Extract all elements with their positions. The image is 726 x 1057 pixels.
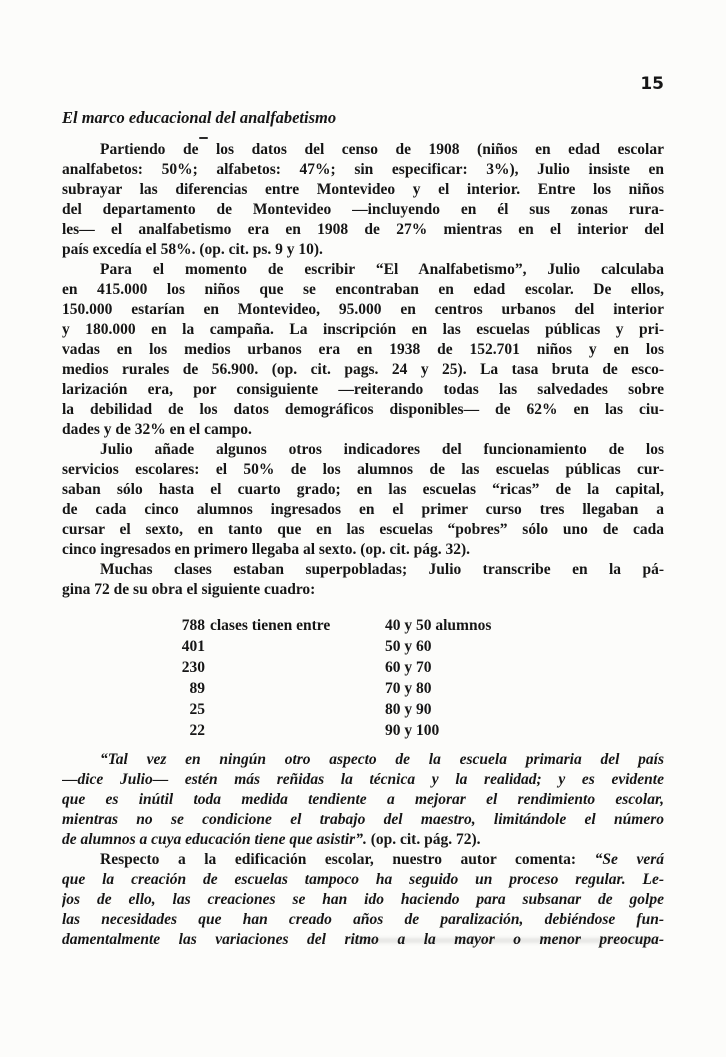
text-line xyxy=(62,160,664,180)
text-segment: Partiendo de los datos del censo de 1908 (niños en edad escolar xyxy=(100,141,664,158)
table-cell-range: 60 y 70 xyxy=(385,659,432,676)
text-segment: Muchas clases estaban superpobladas; Julio transcribe en la pá- xyxy=(100,561,664,578)
text-segment: del departamento de Montevideo —incluyendo en él sus zonas rura- xyxy=(62,201,664,218)
text-line xyxy=(62,340,664,360)
text-line xyxy=(62,320,664,340)
table-row xyxy=(170,699,664,720)
text-line xyxy=(62,540,664,560)
table-cell-count: 89 xyxy=(189,680,205,697)
text-segment: Respecto a la edificación escolar, nuestro autor comenta: xyxy=(100,851,595,868)
text-segment: cursar el sexto, en tanto que en las escuelas “pobres” sólo uno de cada xyxy=(62,521,664,538)
text-segment: en 415.000 los niños que se encontraban en edad escolar. De ellos, xyxy=(62,281,664,298)
text-line xyxy=(62,870,664,890)
text-segment: Para el momento de escribir “El Analfabetismo”, Julio calculaba xyxy=(100,261,664,278)
table-cell-count: 25 xyxy=(189,701,205,718)
paragraph xyxy=(62,140,664,260)
text-segment: (op. cit. pág. 72). xyxy=(366,831,481,848)
text-line xyxy=(62,440,664,460)
text-line xyxy=(62,300,664,320)
text-line xyxy=(62,890,664,910)
text-line xyxy=(62,910,664,930)
text-line xyxy=(62,810,664,830)
text-segment: de cada cinco alumnos ingresados en el primer curso tres llegaban a xyxy=(62,501,664,518)
table-cell-label xyxy=(205,678,385,699)
text-line xyxy=(62,560,664,580)
paragraph xyxy=(62,440,664,560)
table-row xyxy=(170,720,664,741)
text-segment: servicios escolares: el 50% de los alumnos de las escuelas públicas cur- xyxy=(62,461,664,478)
scan-artifact-dash xyxy=(199,137,208,139)
text-line xyxy=(62,420,664,440)
table-cell-range: 40 y 50 alumnos xyxy=(385,617,492,634)
text-segment: —dice Julio— estén más reñidas la técnica y la realidad; y es evidente xyxy=(62,771,664,788)
paragraph xyxy=(62,560,664,600)
paragraph xyxy=(62,260,664,440)
text-line xyxy=(62,180,664,200)
text-segment: saban sólo hasta el cuarto grado; en las escuelas “ricas” de la capital, xyxy=(62,481,664,498)
table-cell-count: 401 xyxy=(181,638,205,655)
text-line xyxy=(62,380,664,400)
page-number: 15 xyxy=(640,74,664,94)
text-segment: dades y de 32% en el campo. xyxy=(62,421,252,438)
text-segment: analfabetos: 50%; alfabetos: 47%; sin especificar: 3%), Julio insiste en xyxy=(62,161,664,178)
table-cell-label xyxy=(205,699,385,720)
text-segment: y 180.000 en la campaña. La inscripción en las escuelas públicas y pri- xyxy=(62,321,664,338)
table-cell-count: 22 xyxy=(189,722,205,739)
text-segment: “Tal vez en ningún otro aspecto de la escuela primaria del país xyxy=(100,751,664,768)
scan-artifact-smudge xyxy=(350,938,655,943)
table-cell-label: clases tienen entre xyxy=(210,617,331,634)
text-line xyxy=(62,360,664,380)
text-segment: subrayar las diferencias entre Montevideo y el interior. Entre los niños xyxy=(62,181,664,198)
table-cell-range: 80 y 90 xyxy=(385,701,432,718)
text-line xyxy=(62,260,664,280)
text-segment: de alumnos a cuya educación tiene que asistir”. xyxy=(62,831,367,848)
text-line xyxy=(62,220,664,240)
text-segment: “Se verá xyxy=(594,851,664,868)
text-line xyxy=(62,850,664,870)
section-heading: El marco educacional del analfabetismo xyxy=(62,108,337,127)
text-segment: cinco ingresados en primero llegaba al sexto. (op. cit. pág. 32). xyxy=(62,541,471,558)
text-segment: jos de ello, las creaciones se han ido haciendo para subsanar de golpe xyxy=(62,891,664,908)
text-segment: mientras no se condicione el trabajo del maestro, limitándole el número xyxy=(62,811,664,828)
table-cell-range: 90 y 100 xyxy=(385,722,440,739)
text-line xyxy=(62,770,664,790)
text-segment: medios rurales de 56.900. (op. cit. pags. 24 y 25). La tasa bruta de esco- xyxy=(62,361,664,378)
text-segment: Julio añade algunos otros indicadores del funcionamiento de los xyxy=(100,441,664,458)
table-row xyxy=(170,657,664,678)
table-row xyxy=(170,678,664,699)
page-content xyxy=(62,108,664,950)
text-line xyxy=(62,500,664,520)
table-row xyxy=(170,636,664,657)
text-segment: les— el analfabetismo era en 1908 de 27% mientras en el interior del xyxy=(62,221,664,238)
text-segment: país excedía el 58%. (op. cit. ps. 9 y 10). xyxy=(62,241,323,258)
text-line xyxy=(62,140,664,160)
text-segment: las necesidades que han creado años de paralización, debiéndose fun- xyxy=(62,911,664,928)
text-segment: la debilidad de los datos demográficos disponibles— de 62% en las ciu- xyxy=(62,401,664,418)
text-line xyxy=(62,400,664,420)
text-segment: gina 72 de su obra el siguiente cuadro: xyxy=(62,581,316,598)
text-blocks xyxy=(62,140,664,950)
text-line xyxy=(62,240,664,260)
text-line xyxy=(62,790,664,810)
text-segment: damentalmente las variaciones del ritmo a la mayor o menor preocupa- xyxy=(62,931,664,948)
text-line xyxy=(62,750,664,770)
text-line xyxy=(62,460,664,480)
text-line xyxy=(62,830,664,850)
table-cell-range: 70 y 80 xyxy=(385,680,432,697)
table-cell-label xyxy=(205,720,385,741)
class-size-table xyxy=(170,615,664,741)
text-line xyxy=(62,520,664,540)
text-line xyxy=(62,480,664,500)
table-cell-label xyxy=(205,657,385,678)
text-line xyxy=(62,580,664,600)
text-segment: vadas en los medios urbanos era en 1938 de 152.701 niños y en los xyxy=(62,341,664,358)
text-line xyxy=(62,280,664,300)
table-row xyxy=(170,615,664,636)
table-cell-count: 788 xyxy=(181,617,205,634)
text-segment: que la creación de escuelas tampoco ha seguido un proceso regular. Le- xyxy=(62,871,664,888)
table-cell-count: 230 xyxy=(181,659,205,676)
paragraph xyxy=(62,850,664,950)
text-segment: larización era, por consiguiente —reiterando todas las salvedades sobre xyxy=(62,381,664,398)
table-cell-label xyxy=(205,636,385,657)
paragraph xyxy=(62,750,664,850)
text-segment: que es inútil toda medida tendiente a mejorar el rendimiento escolar, xyxy=(62,791,664,808)
text-line xyxy=(62,200,664,220)
table-cell-range: 50 y 60 xyxy=(385,638,432,655)
text-segment: 150.000 estarían en Montevideo, 95.000 en centros urbanos del interior xyxy=(62,301,664,318)
